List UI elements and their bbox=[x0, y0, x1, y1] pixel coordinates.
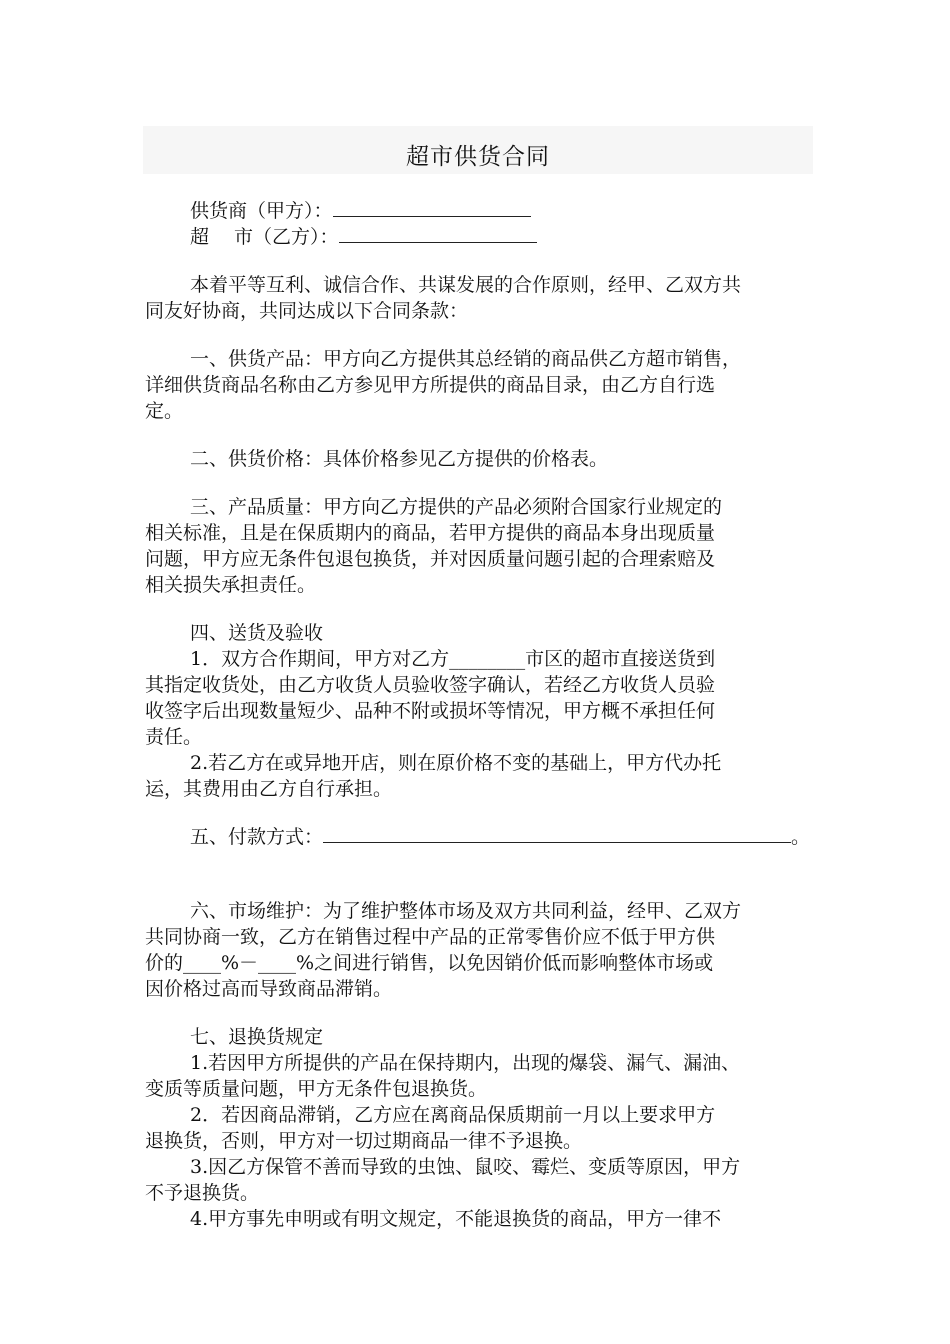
section6-line: 价的____%－____%之间进行销售，以免因销价低而影响整体市场或 bbox=[145, 952, 714, 974]
section4-line: 运，其费用由乙方自行承担。 bbox=[145, 778, 393, 800]
section3-line: 三、产品质量：甲方向乙方提供的产品必须附合国家行业规定的 bbox=[190, 496, 723, 518]
section6-line: 共同协商一致，乙方在销售过程中产品的正常零售价应不低于甲方供 bbox=[145, 926, 716, 948]
section4-line: 收签字后出现数量短少、品种不附或损坏等情况，甲方概不承担任何 bbox=[145, 700, 716, 722]
section4-line: 其指定收货处，由乙方收货人员验收签字确认，若经乙方收货人员验 bbox=[145, 674, 716, 696]
section7-line: 变质等质量问题，甲方无条件包退换货。 bbox=[145, 1078, 488, 1100]
party-b-line bbox=[145, 224, 815, 250]
section7-heading: 七、退换货规定 bbox=[190, 1026, 324, 1048]
section6-line: 六、市场维护：为了维护整体市场及双方共同利益，经甲、乙双方 bbox=[190, 900, 742, 922]
section7-line: 1.若因甲方所提供的产品在保持期内，出现的爆袋、漏气、漏油、 bbox=[190, 1052, 741, 1074]
section4-heading: 四、送货及验收 bbox=[190, 622, 324, 644]
section6-line: 因价格过高而导致商品滞销。 bbox=[145, 978, 393, 1000]
party-b-label: 超 市（乙方）： bbox=[190, 226, 339, 248]
payment-label: 五、付款方式： bbox=[190, 826, 324, 848]
payment-blank bbox=[323, 824, 791, 843]
section1-line: 详细供货商品名称由乙方参见甲方所提供的商品目录，由乙方自行选 bbox=[145, 374, 716, 396]
section4-line: 1．双方合作期间，甲方对乙方________市区的超市直接送货到 bbox=[190, 648, 716, 670]
section2-line: 二、供货价格：具体价格参见乙方提供的价格表。 bbox=[190, 448, 609, 470]
party-a-label: 供货商（甲方）： bbox=[190, 200, 333, 222]
section7-line: 3.因乙方保管不善而导致的虫蚀、鼠咬、霉烂、变质等原因，甲方 bbox=[190, 1156, 741, 1178]
section1-line: 定。 bbox=[145, 400, 184, 422]
document-title: 超市供货合同 bbox=[406, 144, 550, 170]
section5-line bbox=[145, 824, 815, 850]
section7-line: 2．若因商品滞销，乙方应在离商品保质期前一月以上要求甲方 bbox=[190, 1104, 716, 1126]
party-a-line bbox=[145, 198, 815, 224]
intro-line: 本着平等互利、诚信合作、共谋发展的合作原则，经甲、乙双方共 bbox=[190, 274, 742, 296]
section4-line: 2.若乙方在或异地开店，则在原价格不变的基础上，甲方代办托 bbox=[190, 752, 722, 774]
payment-end: 。 bbox=[791, 826, 811, 848]
section3-line: 问题，甲方应无条件包退包换货，并对因质量问题引起的合理索赔及 bbox=[145, 548, 716, 570]
intro-line: 同友好协商，共同达成以下合同条款： bbox=[145, 300, 469, 322]
section7-line: 退换货，否则，甲方对一切过期商品一律不予退换。 bbox=[145, 1130, 583, 1152]
section3-line: 相关损失承担责任。 bbox=[145, 574, 317, 596]
section1-line: 一、供货产品：甲方向乙方提供其总经销的商品供乙方超市销售， bbox=[190, 348, 742, 370]
party-b-blank bbox=[339, 224, 537, 243]
section7-line: 不予退换货。 bbox=[145, 1182, 260, 1204]
section4-line: 责任。 bbox=[145, 726, 203, 748]
section3-line: 相关标准，且是在保质期内的商品，若甲方提供的商品本身出现质量 bbox=[145, 522, 716, 544]
contract-body bbox=[145, 198, 815, 1232]
section7-line: 4.甲方事先申明或有明文规定，不能退换货的商品，甲方一律不 bbox=[190, 1208, 722, 1230]
party-a-blank bbox=[333, 198, 531, 217]
title-band bbox=[143, 126, 813, 174]
